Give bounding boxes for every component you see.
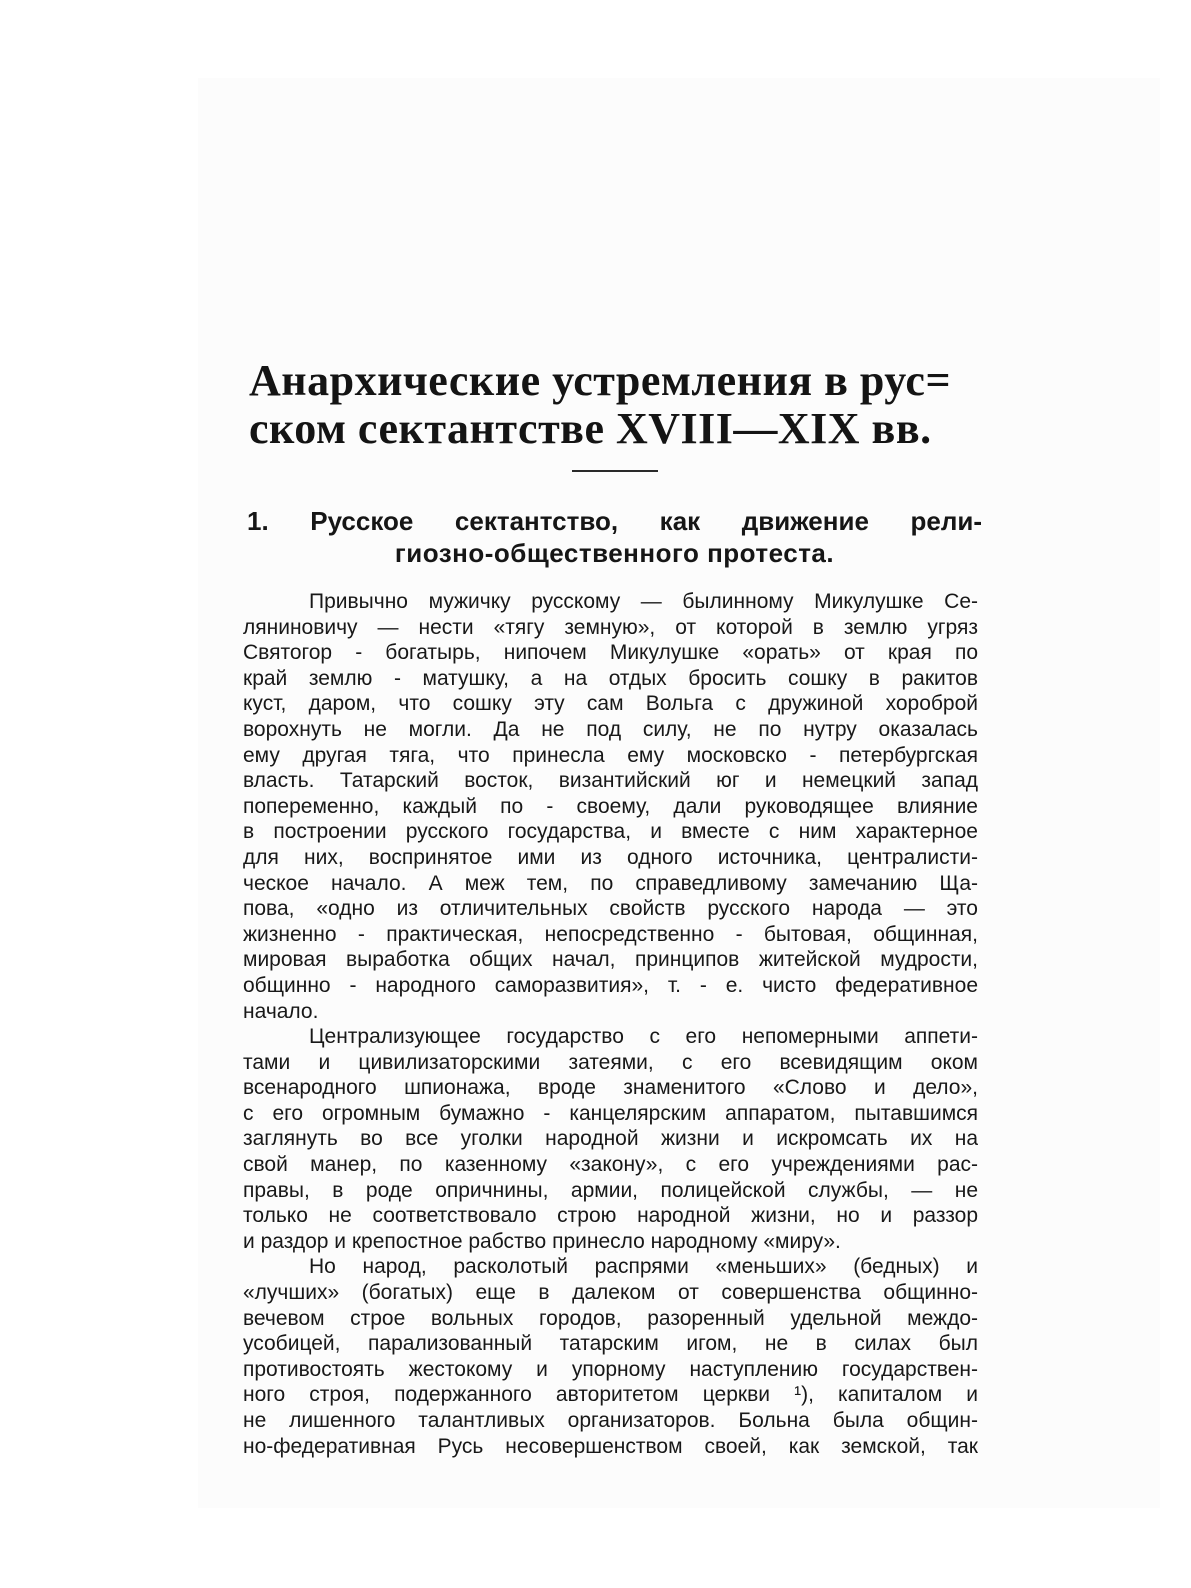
text-line: Централизующее государство с его непомерными аппети- (309, 1025, 978, 1049)
text-line: и раздор и крепостное рабство принесло народному «миру». (243, 1229, 841, 1253)
text-line: противостоять жестокому и упорному наступлению государствен- (243, 1357, 978, 1381)
text-line: в построении русского государства, и вместе с ним характерное (243, 820, 978, 844)
text-line: Привычно мужичку русскому — былинному Микулушке Се- (309, 590, 978, 613)
chapter-title (249, 357, 984, 453)
text-line: ворохнуть не могли. Да не под силу, не по нутру оказалась (243, 717, 978, 741)
text-line: свой манер, по казенному «закону», с его учреждениями рас- (243, 1153, 978, 1177)
text-line: для них, воспринятое ими из одного источника, централисти- (243, 845, 978, 869)
text-line: попеременно, каждый по - своему, дали руководящее влияние (243, 794, 978, 818)
text-line: ческое начало. А меж тем, по справедливому замечанию Ща- (243, 871, 978, 895)
text-line: общинно - народного саморазвития», т. - е. чисто федеративное (243, 973, 978, 997)
text-line: правы, в роде опричнины, армии, полицейской службы, — не (243, 1178, 978, 1202)
text-line: не лишенного талантливых организаторов. Больна была общин- (243, 1409, 978, 1432)
text-line: но-федеративная Русь несовершенством своей, как земской, так (243, 1434, 978, 1458)
text-line: «лучших» (богатых) еще в далеком от совершенства общинно- (243, 1281, 978, 1305)
section-heading-line: гиозно-общественного протеста. (394, 538, 835, 568)
text-line: Но народ, расколотый распрями «меньших» (бедных) и (309, 1255, 978, 1279)
title-divider (572, 470, 658, 472)
text-line: край землю - матушку, а на отдых бросить сошку в ракитов (243, 666, 978, 690)
text-line: куст, даром, что сошку эту сам Вольга с дружиной хороброй (243, 692, 978, 716)
text-line: начало. (243, 999, 319, 1023)
text-line: всенародного шпионажа, вроде знаменитого «Слово и дело», (243, 1076, 978, 1100)
text-line: ляниновичу — нести «тягу земную», от которой в землю угряз (243, 615, 978, 639)
text-line: вечевом строе вольных городов, разоренный удельной междо- (243, 1306, 978, 1330)
text-line: заглянуть во все уголки народной жизни и искромсать их на (243, 1127, 978, 1151)
text-line: пова, «одно из отличительных свойств русского народа — это (243, 897, 978, 921)
text-line: жизненно - практическая, непосредственно - бытовая, общинная, (243, 922, 978, 946)
text-line: тами и цивилизаторскими затеями, с его всевидящим оком (243, 1050, 978, 1074)
text-line: ему другая тяга, что принесла ему московско - петербургская (243, 743, 978, 767)
text-line: мировая выработка общих начал, принципов житейской мудрости, (243, 948, 978, 972)
text-line: ного строя, подержанного авторитетом церкви ¹), капиталом и (243, 1383, 978, 1407)
text-line: власть. Татарский восток, византийский юг и немецкий запад (243, 769, 978, 793)
text-line: только не соответствовало строю народной жизни, но и раззор (243, 1204, 978, 1228)
text-line: Святогор - богатырь, нипочем Микулушке «орать» от края по (243, 641, 978, 665)
section-heading-line: 1. Русское сектантство, как движение рели- (247, 506, 982, 536)
text-line: усобицей, парализованный татарским игом, не в силах был (243, 1332, 978, 1356)
body-text (243, 589, 978, 1459)
chapter-title-line: ском сектантстве XVIII—XIX вв. (249, 404, 932, 453)
chapter-title-line: Анархические устремления в рус= (249, 356, 952, 405)
section-heading (247, 505, 982, 569)
text-line: с его огромным бумажно - канцелярским аппаратом, пытавшимся (243, 1101, 978, 1125)
